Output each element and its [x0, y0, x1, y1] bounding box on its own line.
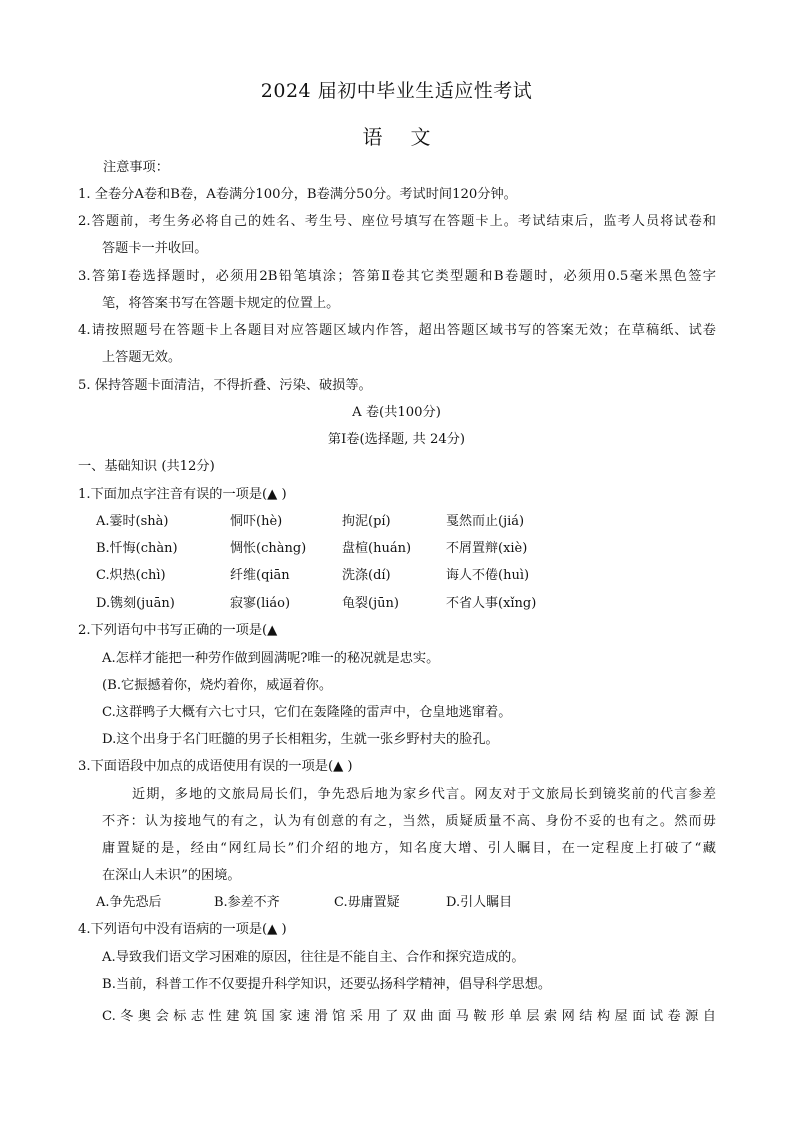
- subject-title: 语 文: [362, 125, 431, 149]
- q3-stem: 3.下面语段中加点的成语使用有误的一项是(▲ ): [78, 759, 353, 774]
- section-one-heading: 一、基础知识 (共12分): [78, 459, 215, 474]
- notice-item-5: 5. 保持答题卡面清洁，不得折叠、污染、破损等。: [78, 378, 372, 393]
- q1-d-1: D.镌刻(juān): [96, 596, 175, 611]
- q1-c-1: C.炽热(chì): [96, 568, 166, 583]
- q2-option-d: D.这个出身于名门旺髓的男子长相粗劣，生就一张乡野村夫的脸孔。: [102, 732, 499, 747]
- notice-item-2: 2.答题前，考生务必将自己的姓名、考生号、座位号填写在答题卡上。考试结束后，监考人员将试卷和: [78, 214, 716, 229]
- q4-stem: 4.下列语句中没有语病的一项是(▲ ): [78, 922, 287, 937]
- q1-c-3: 洗涤(dí): [342, 568, 391, 583]
- q1-d-4: 不省人事(xǐng): [446, 596, 537, 611]
- q1-b-1: B.忏悔(chàn): [96, 541, 178, 556]
- q3-option-a: A.争先恐后: [96, 895, 162, 910]
- notice-heading: 注意事项：: [103, 160, 169, 175]
- q3-passage-line-2: 不齐：认为接地气的有之，认为有创意的有之，当然，质疑质量不高、身份不妥的也有之。然而毋: [102, 814, 716, 829]
- q1-a-3: 拘泥(pí): [342, 514, 391, 529]
- q4-option-a: A.导致我们语文学习困难的原因，往往是不能自主、合作和探究造成的。: [102, 950, 525, 965]
- q3-passage-line-1: 近期，多地的文旅局局长们，争先恐后地为家乡代言。网友对于文旅局长到镜奖前的代言参差: [132, 787, 716, 802]
- q2-option-a: A.怎样才能把一种劳作做到圆满呢?唯一的秘况就是忠实。: [102, 651, 440, 666]
- q4-option-b: B.当前，科普工作不仅要提升科学知识，还要弘扬科学精神，倡导科学思想。: [102, 977, 552, 992]
- q2-option-b: (B.它振撼着你，烧灼着你，威逼着你。: [102, 678, 333, 693]
- q1-a-4: 戛然而止(jiá): [446, 514, 525, 529]
- q3-passage-line-4: 在深山人未识”的困境。: [102, 868, 241, 883]
- q2-option-c: C.这群鸭子大概有六七寸只，它们在轰隆隆的雷声中，仓皇地逃窜着。: [102, 705, 512, 720]
- q1-b-4: 不屑置辩(xiè): [446, 541, 528, 556]
- q1-c-4: 诲人不倦(huì): [446, 568, 530, 583]
- exam-title: 2024 届初中毕业生适应性考试: [260, 80, 533, 102]
- q3-option-b: B.参差不齐: [214, 895, 280, 910]
- q1-stem: 1.下面加点字注音有误的一项是(▲ ): [78, 487, 287, 502]
- q1-d-2: 寂寥(liáo): [230, 596, 291, 611]
- volume-a-heading: A 卷(共100分): [352, 405, 441, 420]
- q3-option-d: D.引人瞩目: [446, 895, 513, 910]
- notice-item-4-cont: 上答题无效。: [102, 350, 182, 365]
- notice-item-3-cont: 笔，将答案书写在答题卡规定的位置上。: [102, 296, 340, 311]
- notice-item-3: 3.答第Ⅰ卷选择题时，必须用2B铅笔填涂；答第Ⅱ卷其它类型题和B卷题时，必须用0.5毫米黑色签字: [78, 269, 716, 284]
- q1-b-2: 惆怅(chàng): [230, 541, 307, 556]
- notice-item-2-cont: 答题卡一并收回。: [102, 241, 208, 256]
- part-one-heading: 第Ⅰ卷(选择题, 共 24分): [327, 432, 466, 447]
- q1-a-2: 恫吓(hè): [230, 514, 283, 529]
- q1-d-3: 龟裂(jūn): [342, 596, 399, 611]
- q3-option-c: C.毋庸置疑: [334, 895, 400, 910]
- q2-stem: 2.下列语句中书写正确的一项是(▲: [78, 623, 278, 638]
- q4-option-c: C.冬奥会标志性建筑国家速滑馆采用了双曲面马鞍形单层索网结构屋面试卷源自: [102, 1009, 716, 1024]
- notice-item-1: 1. 全卷分A卷和B卷，A卷满分100分，B卷满分50分。考试时间120分钟。: [78, 187, 517, 202]
- q1-c-2: 纤维(qiān: [230, 568, 290, 583]
- q1-a-1: A.霎时(shà): [96, 514, 169, 529]
- notice-item-4: 4.请按照题号在答题卡上各题目对应答题区域内作答，超出答题区域书写的答案无效；在草稿纸、试卷: [78, 323, 716, 338]
- q3-passage-line-3: 庸置疑的是，经由“网红局长”们介绍的地方，知名度大增、引人瞩目，在一定程度上打破了“藏: [102, 841, 716, 856]
- q1-b-3: 盘楦(huán): [342, 541, 412, 556]
